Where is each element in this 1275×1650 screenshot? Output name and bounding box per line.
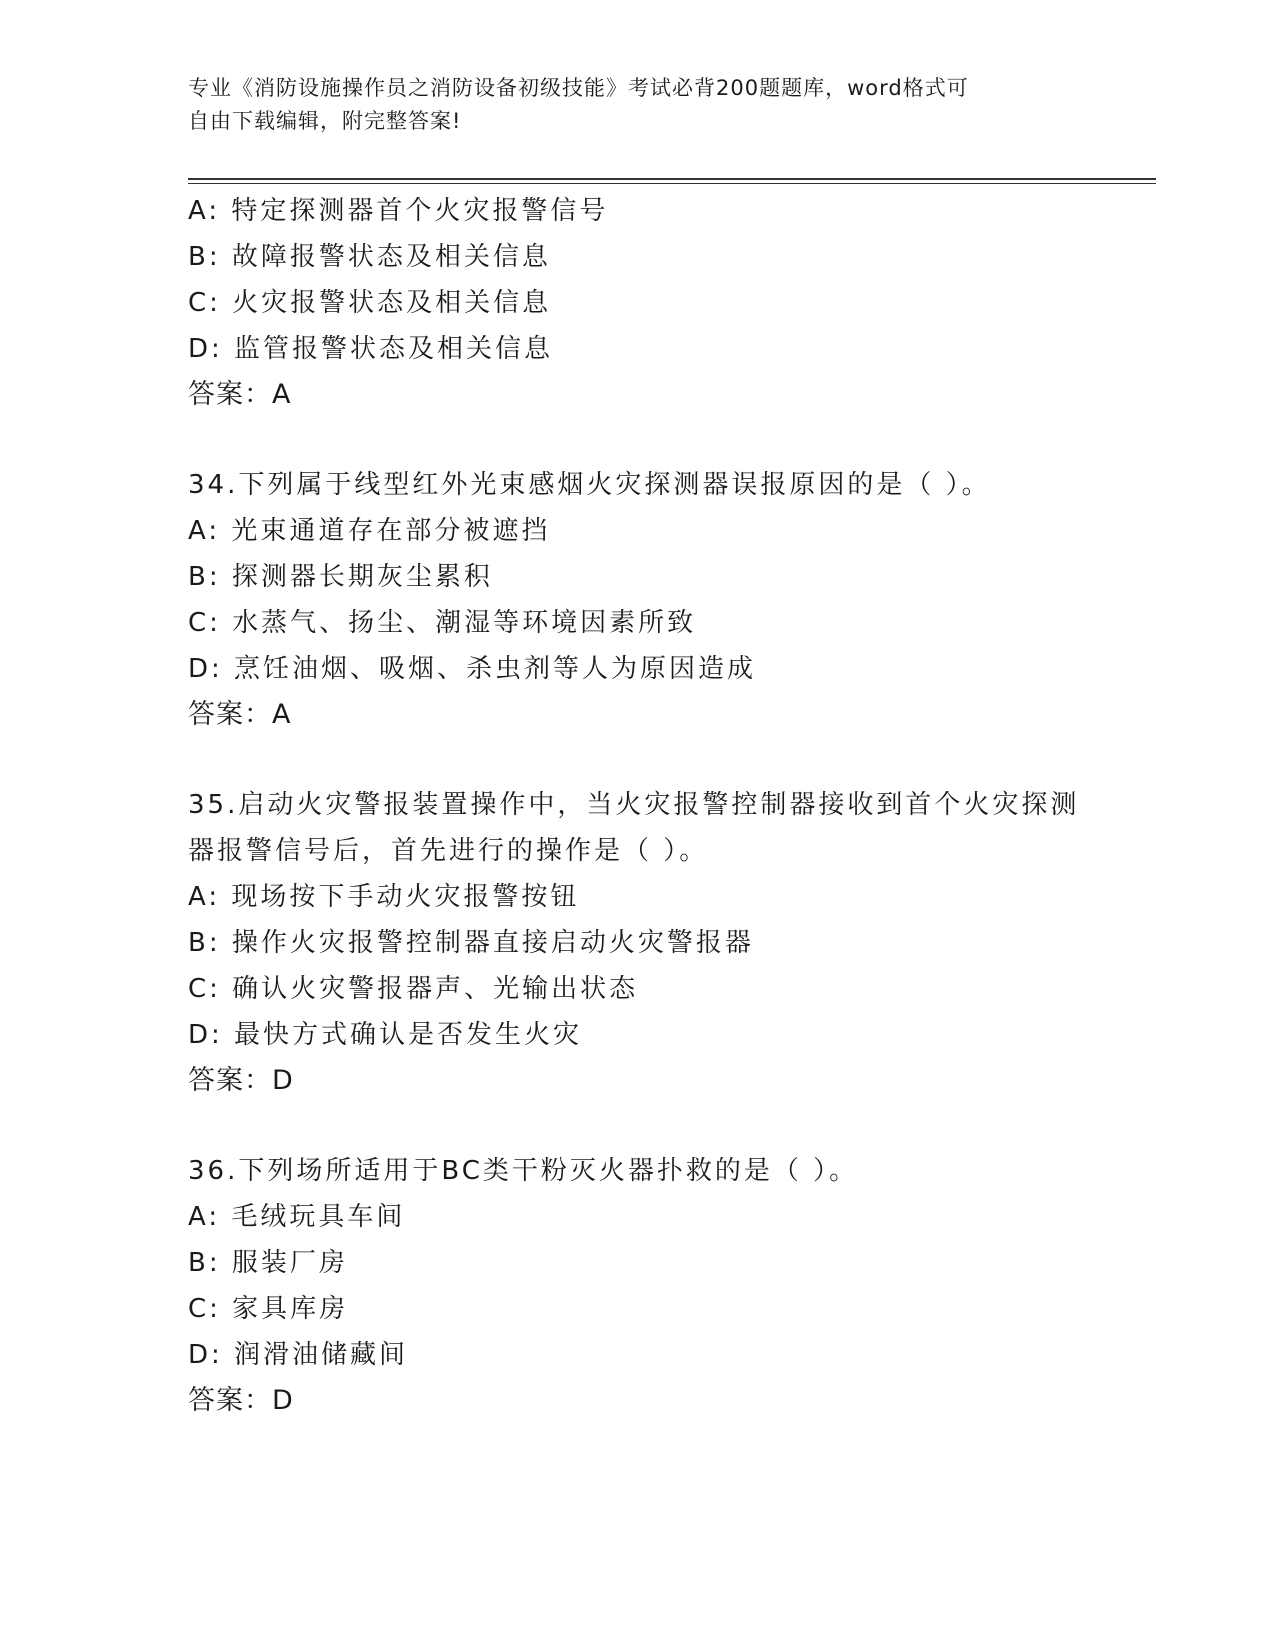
option-a: A: 光束通道存在部分被遮挡 xyxy=(188,516,551,546)
option-c: C: 火灾报警状态及相关信息 xyxy=(188,288,552,318)
option-d: D: 最快方式确认是否发生火灾 xyxy=(188,1020,583,1050)
question-36 xyxy=(188,1148,1088,1424)
option-d: D: 监管报警状态及相关信息 xyxy=(188,334,554,364)
question-stem: 36.下列场所适用于BC类干粉灭火器扑救的是（ ）。 xyxy=(188,1156,859,1186)
option-a: A: 特定探测器首个火灾报警信号 xyxy=(188,196,609,226)
spacer xyxy=(188,418,1088,462)
option-c: C: 确认火灾警报器声、光输出状态 xyxy=(188,974,639,1004)
option-b: B: 操作火灾报警控制器直接启动火灾警报器 xyxy=(188,928,754,958)
answer-label: 答案：A xyxy=(188,699,292,730)
document-header xyxy=(188,72,1068,138)
spacer xyxy=(188,1104,1088,1148)
question-35 xyxy=(188,782,1088,1104)
option-b: B: 故障报警状态及相关信息 xyxy=(188,242,551,272)
question-stem: 34.下列属于线型红外光束感烟火灾探测器误报原因的是（ ）。 xyxy=(188,470,991,500)
answer-label: 答案：D xyxy=(188,1385,294,1416)
answer-label: 答案：A xyxy=(188,379,292,410)
option-d: D: 润滑油储藏间 xyxy=(188,1340,409,1370)
header-divider xyxy=(188,178,1156,184)
option-b: B: 服装厂房 xyxy=(188,1248,348,1278)
option-c: C: 水蒸气、扬尘、潮湿等环境因素所致 xyxy=(188,608,697,638)
option-a: A: 现场按下手动火灾报警按钮 xyxy=(188,882,580,912)
question-stem-line-2: 器报警信号后，首先进行的操作是（ ）。 xyxy=(188,836,709,866)
question-stem-line-1: 35.启动火灾警报装置操作中，当火灾报警控制器接收到首个火灾探测 xyxy=(188,790,1080,820)
option-c: C: 家具库房 xyxy=(188,1294,349,1324)
header-title-line-1: 专业《消防设施操作员之消防设备初级技能》考试必背200题题库，word格式可 xyxy=(188,76,969,100)
question-33 xyxy=(188,188,1088,418)
option-d: D: 烹饪油烟、吸烟、杀虫剂等人为原因造成 xyxy=(188,654,757,684)
answer-label: 答案：D xyxy=(188,1065,294,1096)
header-title-line-2: 自由下载编辑，附完整答案! xyxy=(188,109,462,133)
option-a: A: 毛绒玩具车间 xyxy=(188,1202,406,1232)
option-b: B: 探测器长期灰尘累积 xyxy=(188,562,493,592)
spacer xyxy=(188,738,1088,782)
question-list xyxy=(188,188,1088,1424)
question-34 xyxy=(188,462,1088,738)
